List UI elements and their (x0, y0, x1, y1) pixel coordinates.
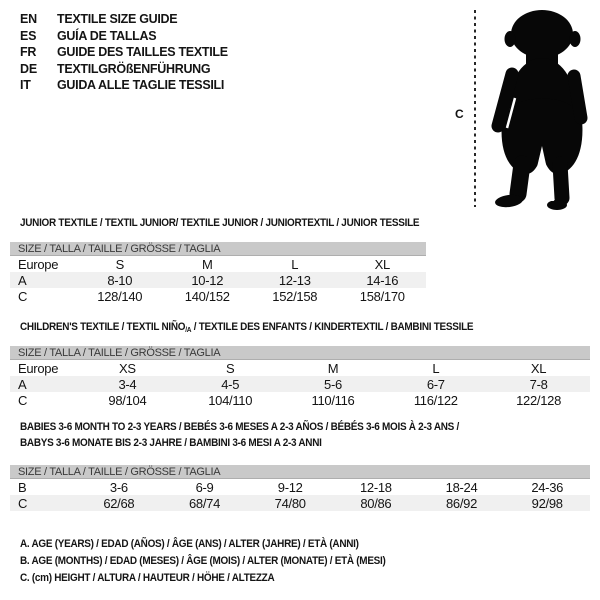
height-cell: 122/128 (516, 392, 562, 408)
measurement-legend (20, 536, 409, 587)
height-measure-label: C (455, 107, 464, 121)
age-cell: 3-6 (109, 479, 128, 495)
size-table-babies (10, 465, 590, 511)
age-cell: 3-4 (118, 376, 137, 392)
language-header (20, 11, 228, 94)
row-label: A (18, 376, 27, 392)
lang-title: TEXTILGRÖßENFÜHRUNG (57, 61, 211, 76)
row-label: B (18, 479, 27, 495)
legend-line-a: A. AGE (YEARS) / EDAD (AÑOS) / ÂGE (ANS) / ALTER (JAHRE) / ETÀ (ANNI) (20, 538, 359, 550)
title-part-subscript: /A (185, 327, 192, 334)
table-row-age (10, 272, 426, 288)
height-cell: 68/74 (188, 495, 221, 511)
age-cell: 6-7 (426, 376, 445, 392)
age-cell: 6-9 (195, 479, 214, 495)
table-row-europe (10, 360, 590, 376)
size-cell: M (201, 256, 213, 272)
table-row-height (10, 495, 590, 511)
age-cell: 14-16 (366, 272, 399, 288)
title-line: BABYS 3-6 MONATE BIS 2-3 JAHRE / BAMBINI 3-6 MESI A 2-3 ANNI (20, 436, 322, 449)
table-row-height (10, 392, 590, 408)
row-label: Europe (18, 256, 59, 272)
lang-title: GUÍA DE TALLAS (57, 28, 157, 43)
height-cell: 92/98 (531, 495, 563, 511)
baby-silhouette-icon (487, 4, 593, 212)
size-cell: XL (374, 256, 390, 272)
age-cell: 10-12 (191, 272, 224, 288)
height-cell: 152/158 (272, 288, 318, 304)
section-title-children (20, 321, 473, 334)
title-line: BABIES 3-6 MONTH TO 2-3 YEARS / BEBÉS 3-6 MESES A 2-3 AÑOS / BÉBÉS 3-6 MOIS À 2-3 ANS / (20, 421, 460, 433)
height-measure-dashed-line (474, 10, 476, 207)
age-cell: 9-12 (277, 479, 303, 495)
height-cell: 116/122 (413, 392, 458, 408)
lang-code: DE (20, 61, 37, 76)
age-cell: 7-8 (529, 376, 548, 392)
height-cell: 110/116 (311, 392, 355, 408)
lang-row-fr (20, 44, 228, 61)
row-label: C (18, 288, 28, 304)
height-cell: 98/104 (108, 392, 147, 408)
table-row-height (10, 288, 426, 304)
legend-line-c: C. (cm) HEIGHT / ALTURA / HAUTEUR / HÖHE / ALTEZZA (20, 572, 275, 584)
lang-row-en (20, 11, 228, 28)
size-cell: XL (530, 360, 547, 376)
lang-code: EN (20, 12, 37, 27)
size-cell: L (291, 256, 299, 272)
table-row-age (10, 376, 590, 392)
row-label: Europe (18, 360, 59, 376)
height-cell: 158/170 (359, 288, 405, 304)
size-cell: S (226, 360, 235, 376)
size-table-junior (10, 242, 426, 304)
age-cell: 4-5 (221, 376, 240, 392)
lang-title: TEXTILE SIZE GUIDE (57, 12, 178, 27)
height-cell: 128/140 (97, 288, 143, 304)
section-title-junior: JUNIOR TEXTILE / TEXTIL JUNIOR/ TEXTILE JUNIOR / JUNIORTEXTIL / JUNIOR TESSILE (20, 217, 420, 229)
age-cell: 18-24 (445, 479, 478, 495)
section-title-babies (20, 420, 546, 451)
lang-row-it (20, 77, 228, 94)
lang-code: ES (20, 28, 37, 43)
height-cell: 104/110 (208, 392, 253, 408)
size-table-children (10, 346, 590, 408)
lang-row-de (20, 61, 228, 78)
lang-code: IT (20, 78, 31, 93)
height-cell: 140/152 (184, 288, 230, 304)
title-part: CHILDREN'S TEXTILE / TEXTIL NIÑO (20, 321, 186, 333)
height-cell: 62/68 (103, 495, 135, 511)
row-label: C (18, 495, 28, 511)
size-cell: S (115, 256, 124, 272)
height-cell: 74/80 (274, 495, 306, 511)
row-label: A (18, 272, 27, 288)
lang-row-es (20, 28, 228, 45)
size-cell: XS (119, 360, 136, 376)
age-cell: 5-6 (324, 376, 342, 392)
height-cell: 86/92 (446, 495, 478, 511)
size-cell: M (327, 360, 339, 376)
lang-title: GUIDA ALLE TAGLIE TESSILI (57, 78, 225, 93)
legend-line-b: B. AGE (MONTHS) / EDAD (MESES) / ÂGE (MOIS) / ALTER (MONATE) / ETÀ (MESI) (20, 555, 386, 567)
table-row-age-months (10, 479, 590, 495)
age-cell: 8-10 (107, 272, 133, 288)
lang-title: GUIDE DES TAILLES TEXTILE (57, 45, 228, 60)
height-cell: 80/86 (360, 495, 392, 511)
lang-code: FR (20, 45, 37, 60)
age-cell: 12-18 (359, 479, 392, 495)
age-cell: 24-36 (531, 479, 564, 495)
table-header-bar: SIZE / TALLA / TAILLE / GRÖSSE / TAGLIA (10, 242, 426, 256)
row-label: C (18, 392, 28, 408)
size-cell: L (432, 360, 440, 376)
table-row-europe (10, 256, 426, 272)
title-part: / TEXTILE DES ENFANTS / KINDERTEXTIL / BAMBINI TESSILE (191, 321, 474, 333)
age-cell: 12-13 (278, 272, 311, 288)
table-header-bar: SIZE / TALLA / TAILLE / GRÖSSE / TAGLIA (10, 346, 590, 360)
table-header-bar: SIZE / TALLA / TAILLE / GRÖSSE / TAGLIA (10, 465, 590, 479)
